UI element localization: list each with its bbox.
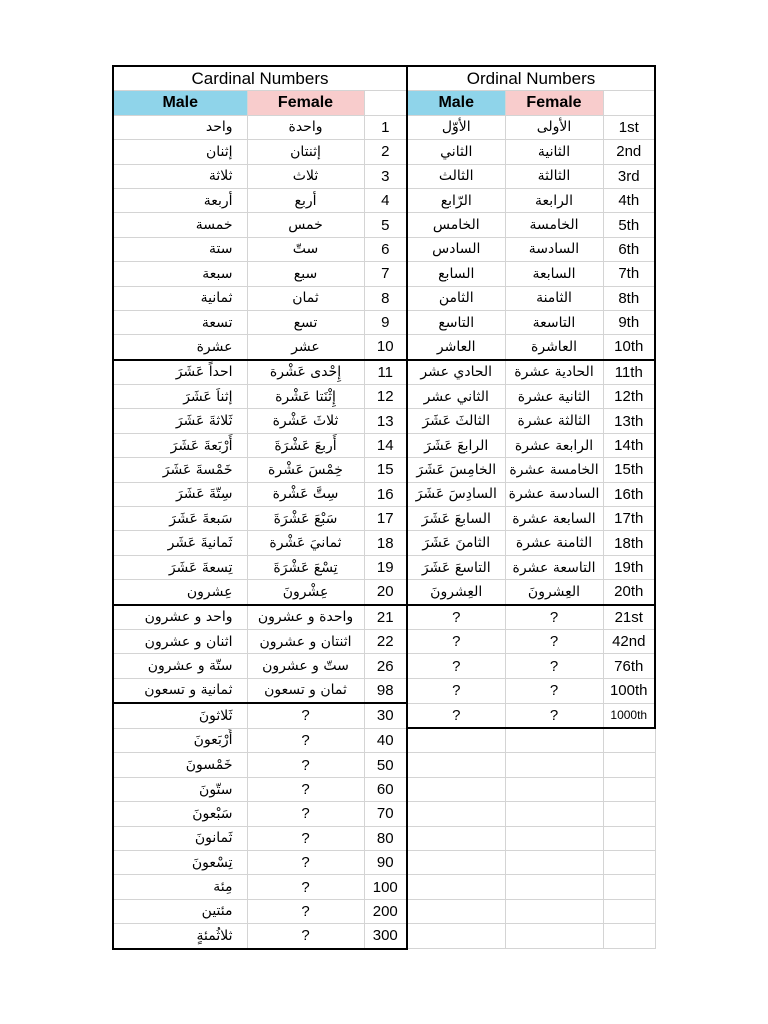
- cardinal-number-cell: 200: [364, 899, 407, 923]
- ordinal-number-cell: 8th: [603, 286, 655, 310]
- cardinal-numbers-title: Cardinal Numbers: [113, 66, 407, 91]
- cardinal-male-cell: ثمانية و تسعون: [113, 678, 247, 703]
- ordinal-number-cell: 9th: [603, 310, 655, 334]
- cardinal-number-cell: 12: [364, 385, 407, 409]
- cardinal-female-cell: ستّ و عشرون: [247, 654, 364, 678]
- table-row: [113, 335, 655, 360]
- table-row: [113, 507, 655, 531]
- ordinal-male-cell: ?: [407, 605, 505, 630]
- cardinal-female-cell: ?: [247, 703, 364, 728]
- cardinal-female-cell: ثلاثَ عَشْرة: [247, 409, 364, 433]
- cardinal-number-cell: 40: [364, 728, 407, 753]
- cardinal-male-cell: سِتّةَ عَشَرَ: [113, 482, 247, 506]
- cardinal-number-cell: 2: [364, 140, 407, 164]
- ordinal-number-cell: 6th: [603, 237, 655, 261]
- cardinal-number-cell: 22: [364, 629, 407, 653]
- cardinal-male-cell: إثنان: [113, 140, 247, 164]
- table-row: [113, 753, 655, 777]
- ordinal-male-cell: الحادي عشر: [407, 360, 505, 385]
- cardinal-number-cell: 80: [364, 826, 407, 850]
- cardinal-number-cell: 90: [364, 851, 407, 875]
- cardinal-female-cell: ?: [247, 851, 364, 875]
- gender-header-row: [113, 91, 655, 115]
- ordinal-male-cell: الرّابع: [407, 188, 505, 212]
- cardinal-number-cell: 100: [364, 875, 407, 899]
- table-row: [113, 262, 655, 286]
- cardinal-number-cell: 13: [364, 409, 407, 433]
- cardinal-male-cell: ستّة و عشرون: [113, 654, 247, 678]
- ordinal-female-cell: الخامسة: [505, 213, 603, 237]
- ordinal-female-cell: السابعة عشرة: [505, 507, 603, 531]
- ordinal-male-cell: ?: [407, 703, 505, 728]
- cardinal-female-cell: اثنتان و عشرون: [247, 629, 364, 653]
- cardinal-number-cell: 3: [364, 164, 407, 188]
- cardinal-female-cell: ?: [247, 777, 364, 801]
- ordinal-number-cell: 15th: [603, 458, 655, 482]
- ordinal-male-cell: السادس: [407, 237, 505, 261]
- cardinal-male-cell: احداً عَشَرَ: [113, 360, 247, 385]
- table-row: [113, 360, 655, 385]
- cardinal-male-cell: ثلاثُمئةٍ: [113, 924, 247, 949]
- ordinal-number-cell: 100th: [603, 678, 655, 703]
- ordinal-female-cell: [505, 826, 603, 850]
- cardinal-male-cell: تِسعةَ عَشَرَ: [113, 555, 247, 579]
- title-row: [113, 66, 655, 91]
- ordinal-male-cell: الثالثَ عَشَرَ: [407, 409, 505, 433]
- ordinal-female-cell: السادسة عشرة: [505, 482, 603, 506]
- cardinal-female-cell: سبع: [247, 262, 364, 286]
- cardinal-number-cell: 7: [364, 262, 407, 286]
- cardinal-female-header: Female: [247, 91, 364, 115]
- table-row: [113, 237, 655, 261]
- cardinal-male-cell: أَرْبَعةَ عَشَرَ: [113, 433, 247, 457]
- ordinal-female-cell: [505, 851, 603, 875]
- cardinal-female-cell: ثمان و تسعون: [247, 678, 364, 703]
- cardinal-number-cell: 8: [364, 286, 407, 310]
- cardinal-male-cell: ثَمانيةَ عَشَر: [113, 531, 247, 555]
- ordinal-male-cell: [407, 875, 505, 899]
- ordinal-female-cell: الحادية عشرة: [505, 360, 603, 385]
- ordinal-male-cell: الثالث: [407, 164, 505, 188]
- table-row: [113, 482, 655, 506]
- ordinal-male-cell: [407, 899, 505, 923]
- cardinal-female-cell: ?: [247, 899, 364, 923]
- table-row: [113, 851, 655, 875]
- ordinal-number-cell: 18th: [603, 531, 655, 555]
- ordinal-number-cell: 19th: [603, 555, 655, 579]
- ordinal-number-cell: 7th: [603, 262, 655, 286]
- ordinal-male-cell: [407, 826, 505, 850]
- ordinal-number-cell: 13th: [603, 409, 655, 433]
- numbers-table: [112, 65, 656, 950]
- cardinal-number-cell: 16: [364, 482, 407, 506]
- ordinal-male-cell: العاشر: [407, 335, 505, 360]
- ordinal-female-cell: ?: [505, 654, 603, 678]
- cardinal-number-cell: 26: [364, 654, 407, 678]
- ordinal-number-cell: [603, 851, 655, 875]
- ordinal-female-cell: [505, 899, 603, 923]
- cardinal-female-cell: تِسْعَ عَشْرَةَ: [247, 555, 364, 579]
- table-row: [113, 777, 655, 801]
- table-row: [113, 924, 655, 949]
- ordinal-number-cell: 2nd: [603, 140, 655, 164]
- cardinal-male-cell: ثَلاثةَ عَشَرَ: [113, 409, 247, 433]
- ordinal-female-cell: التاسعة عشرة: [505, 555, 603, 579]
- cardinal-male-cell: سَبعةَ عَشَرَ: [113, 507, 247, 531]
- cardinal-number-cell: 17: [364, 507, 407, 531]
- table-row: [113, 629, 655, 653]
- table-row: [113, 164, 655, 188]
- cardinal-female-cell: ثمانيَ عَشْرة: [247, 531, 364, 555]
- cardinal-male-cell: إثناَ عَشَرَ: [113, 385, 247, 409]
- cardinal-female-cell: خمس: [247, 213, 364, 237]
- ordinal-female-cell: الخامسة عشرة: [505, 458, 603, 482]
- cardinal-male-cell: سَبْعونَ: [113, 802, 247, 826]
- ordinal-male-cell: الخامس: [407, 213, 505, 237]
- ordinal-male-cell: ?: [407, 678, 505, 703]
- table-row: [113, 826, 655, 850]
- ordinal-female-cell: [505, 753, 603, 777]
- table-row: [113, 802, 655, 826]
- ordinal-male-cell: الثامنَ عَشَرَ: [407, 531, 505, 555]
- ordinal-number-header: [603, 91, 655, 115]
- cardinal-male-cell: تسعة: [113, 310, 247, 334]
- ordinal-female-cell: الرابعة عشرة: [505, 433, 603, 457]
- cardinal-male-cell: مئتين: [113, 899, 247, 923]
- cardinal-female-cell: ?: [247, 875, 364, 899]
- ordinal-male-cell: [407, 753, 505, 777]
- ordinal-male-cell: [407, 802, 505, 826]
- ordinal-female-cell: [505, 728, 603, 753]
- cardinal-number-cell: 15: [364, 458, 407, 482]
- cardinal-male-cell: تِسْعونَ: [113, 851, 247, 875]
- cardinal-number-cell: 21: [364, 605, 407, 630]
- ordinal-female-cell: التاسعة: [505, 310, 603, 334]
- table-row: [113, 213, 655, 237]
- cardinal-number-cell: 98: [364, 678, 407, 703]
- table-row: [113, 433, 655, 457]
- ordinal-female-cell: الأولى: [505, 115, 603, 139]
- cardinal-number-cell: 18: [364, 531, 407, 555]
- ordinal-number-cell: 1000th: [603, 703, 655, 728]
- cardinal-male-cell: واحد: [113, 115, 247, 139]
- ordinal-number-cell: 14th: [603, 433, 655, 457]
- table-row: [113, 580, 655, 605]
- ordinal-male-cell: الأوّل: [407, 115, 505, 139]
- ordinal-female-cell: ?: [505, 605, 603, 630]
- ordinal-male-cell: السابعَ عَشَرَ: [407, 507, 505, 531]
- ordinal-male-header: Male: [407, 91, 505, 115]
- table-row: [113, 678, 655, 703]
- table-row: [113, 899, 655, 923]
- cardinal-male-cell: ثَلاثونَ: [113, 703, 247, 728]
- cardinal-female-cell: ?: [247, 753, 364, 777]
- cardinal-number-cell: 30: [364, 703, 407, 728]
- cardinal-male-cell: عشرة: [113, 335, 247, 360]
- ordinal-number-cell: 16th: [603, 482, 655, 506]
- cardinal-number-header: [364, 91, 407, 115]
- ordinal-number-cell: 12th: [603, 385, 655, 409]
- cardinal-female-cell: أَربعَ عَشْرَةَ: [247, 433, 364, 457]
- table-row: [113, 115, 655, 139]
- cardinal-male-header: Male: [113, 91, 247, 115]
- table-row: [113, 654, 655, 678]
- ordinal-female-cell: الرابعة: [505, 188, 603, 212]
- ordinal-number-cell: 5th: [603, 213, 655, 237]
- ordinal-number-cell: [603, 875, 655, 899]
- ordinal-number-cell: [603, 924, 655, 949]
- cardinal-number-cell: 9: [364, 310, 407, 334]
- cardinal-female-cell: سِتَّ عَشْرة: [247, 482, 364, 506]
- table-row: [113, 310, 655, 334]
- cardinal-female-cell: واحدة و عشرون: [247, 605, 364, 630]
- table-row: [113, 188, 655, 212]
- cardinal-male-cell: ثمانية: [113, 286, 247, 310]
- cardinal-number-cell: 6: [364, 237, 407, 261]
- ordinal-number-cell: [603, 826, 655, 850]
- ordinal-number-cell: 76th: [603, 654, 655, 678]
- ordinal-female-cell: [505, 924, 603, 949]
- ordinal-male-cell: ?: [407, 629, 505, 653]
- cardinal-female-cell: تسع: [247, 310, 364, 334]
- cardinal-female-cell: ستّ: [247, 237, 364, 261]
- ordinal-male-cell: السابع: [407, 262, 505, 286]
- cardinal-number-cell: 10: [364, 335, 407, 360]
- ordinal-male-cell: ?: [407, 654, 505, 678]
- ordinal-female-cell: الثانية: [505, 140, 603, 164]
- ordinal-number-cell: [603, 802, 655, 826]
- ordinal-female-cell: [505, 875, 603, 899]
- cardinal-male-cell: ثلاثة: [113, 164, 247, 188]
- cardinal-female-cell: سَبْعَ عَشْرَةَ: [247, 507, 364, 531]
- cardinal-female-cell: واحدة: [247, 115, 364, 139]
- cardinal-female-cell: ?: [247, 802, 364, 826]
- ordinal-number-cell: 3rd: [603, 164, 655, 188]
- cardinal-female-cell: عِشْرونَ: [247, 580, 364, 605]
- table-row: [113, 409, 655, 433]
- cardinal-female-cell: عشر: [247, 335, 364, 360]
- ordinal-number-cell: 42nd: [603, 629, 655, 653]
- cardinal-male-cell: خَمْسةَ عَشَرَ: [113, 458, 247, 482]
- cardinal-number-cell: 19: [364, 555, 407, 579]
- ordinal-female-cell: العاشرة: [505, 335, 603, 360]
- ordinal-female-cell: السابعة: [505, 262, 603, 286]
- cardinal-male-cell: أربعة: [113, 188, 247, 212]
- cardinal-number-cell: 20: [364, 580, 407, 605]
- table-row: [113, 728, 655, 753]
- cardinal-male-cell: ستّونَ: [113, 777, 247, 801]
- ordinal-number-cell: 20th: [603, 580, 655, 605]
- ordinal-female-cell: الثانية عشرة: [505, 385, 603, 409]
- ordinal-number-cell: [603, 728, 655, 753]
- cardinal-male-cell: مِئة: [113, 875, 247, 899]
- cardinal-number-cell: 5: [364, 213, 407, 237]
- ordinal-number-cell: 21st: [603, 605, 655, 630]
- cardinal-male-cell: خمسة: [113, 213, 247, 237]
- cardinal-female-cell: أربع: [247, 188, 364, 212]
- cardinal-male-cell: سبعة: [113, 262, 247, 286]
- ordinal-male-cell: الثامن: [407, 286, 505, 310]
- table-row: [113, 385, 655, 409]
- cardinal-female-cell: ?: [247, 826, 364, 850]
- cardinal-female-cell: إِثْنَتا عَشْرة: [247, 385, 364, 409]
- cardinal-female-cell: ثلاث: [247, 164, 364, 188]
- ordinal-male-cell: [407, 728, 505, 753]
- cardinal-female-cell: خِمْسَ عَشْرة: [247, 458, 364, 482]
- ordinal-number-cell: 1st: [603, 115, 655, 139]
- ordinal-female-header: Female: [505, 91, 603, 115]
- cardinal-female-cell: إثنتان: [247, 140, 364, 164]
- ordinal-number-cell: 11th: [603, 360, 655, 385]
- ordinal-female-cell: الثامنة: [505, 286, 603, 310]
- table-row: [113, 458, 655, 482]
- table-row: [113, 605, 655, 630]
- ordinal-male-cell: الرابعَ عَشَرَ: [407, 433, 505, 457]
- cardinal-male-cell: ثَمانونَ: [113, 826, 247, 850]
- ordinal-female-cell: الثامنة عشرة: [505, 531, 603, 555]
- table-row: [113, 140, 655, 164]
- cardinal-number-cell: 70: [364, 802, 407, 826]
- cardinal-male-cell: اثنان و عشرون: [113, 629, 247, 653]
- ordinal-female-cell: [505, 777, 603, 801]
- ordinal-female-cell: ?: [505, 703, 603, 728]
- table-row: [113, 555, 655, 579]
- ordinal-male-cell: [407, 924, 505, 949]
- cardinal-number-cell: 50: [364, 753, 407, 777]
- ordinal-male-cell: العِشرونَ: [407, 580, 505, 605]
- ordinal-number-cell: [603, 753, 655, 777]
- ordinal-male-cell: [407, 851, 505, 875]
- ordinal-female-cell: [505, 802, 603, 826]
- cardinal-number-cell: 1: [364, 115, 407, 139]
- cardinal-female-cell: ?: [247, 728, 364, 753]
- ordinal-male-cell: الثاني: [407, 140, 505, 164]
- ordinal-male-cell: [407, 777, 505, 801]
- ordinal-number-cell: 4th: [603, 188, 655, 212]
- table-row: [113, 875, 655, 899]
- cardinal-number-cell: 11: [364, 360, 407, 385]
- ordinal-number-cell: [603, 777, 655, 801]
- ordinal-numbers-title: Ordinal Numbers: [407, 66, 655, 91]
- table-row: [113, 531, 655, 555]
- ordinal-female-cell: السادسة: [505, 237, 603, 261]
- cardinal-female-cell: ثمان: [247, 286, 364, 310]
- ordinal-male-cell: السادِسَ عَشَرَ: [407, 482, 505, 506]
- cardinal-number-cell: 4: [364, 188, 407, 212]
- ordinal-number-cell: [603, 899, 655, 923]
- ordinal-number-cell: 17th: [603, 507, 655, 531]
- cardinal-female-cell: إِحْدى عَشْرة: [247, 360, 364, 385]
- cardinal-male-cell: خَمْسونَ: [113, 753, 247, 777]
- cardinal-male-cell: عِشرون: [113, 580, 247, 605]
- table-row: [113, 286, 655, 310]
- cardinal-male-cell: واحد و عشرون: [113, 605, 247, 630]
- ordinal-female-cell: ?: [505, 629, 603, 653]
- cardinal-male-cell: ستة: [113, 237, 247, 261]
- cardinal-number-cell: 60: [364, 777, 407, 801]
- table-row: [113, 703, 655, 728]
- cardinal-number-cell: 14: [364, 433, 407, 457]
- cardinal-male-cell: أَرْبَعونَ: [113, 728, 247, 753]
- ordinal-female-cell: العِشرونَ: [505, 580, 603, 605]
- ordinal-male-cell: التاسعَ عَشَرَ: [407, 555, 505, 579]
- ordinal-female-cell: الثالثة: [505, 164, 603, 188]
- ordinal-number-cell: 10th: [603, 335, 655, 360]
- ordinal-male-cell: الخامِسَ عَشَرَ: [407, 458, 505, 482]
- cardinal-female-cell: ?: [247, 924, 364, 949]
- ordinal-male-cell: الثاني عشر: [407, 385, 505, 409]
- ordinal-female-cell: الثالثة عشرة: [505, 409, 603, 433]
- cardinal-number-cell: 300: [364, 924, 407, 949]
- ordinal-female-cell: ?: [505, 678, 603, 703]
- ordinal-male-cell: التاسع: [407, 310, 505, 334]
